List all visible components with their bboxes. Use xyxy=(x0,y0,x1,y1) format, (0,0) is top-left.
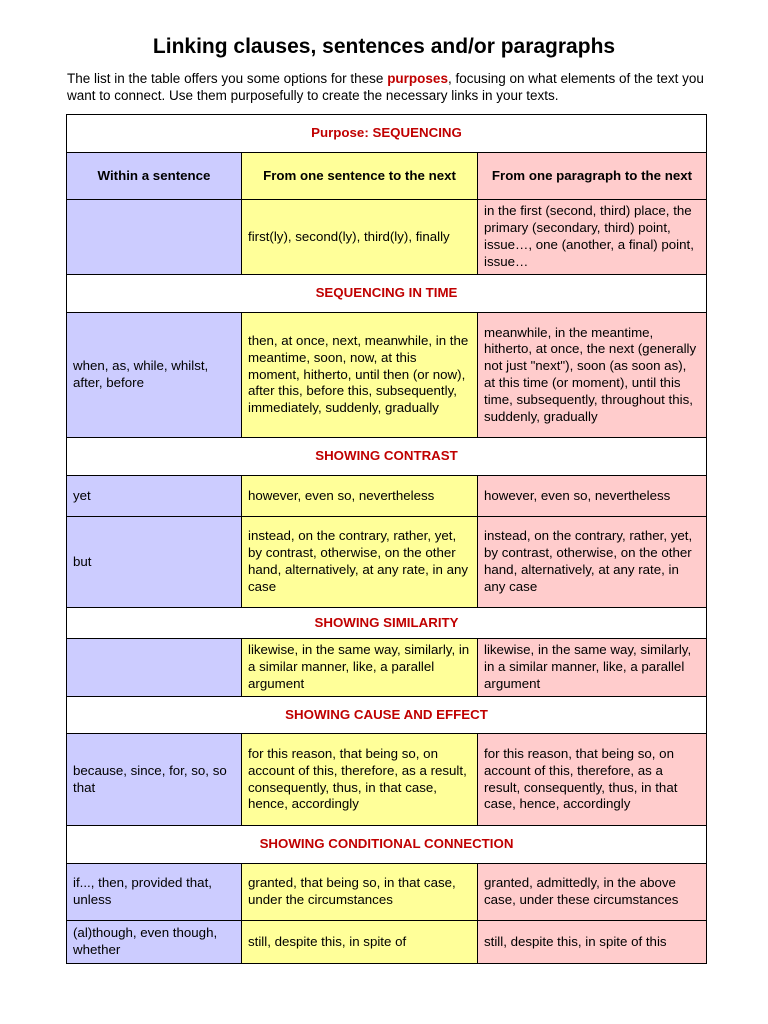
table-cell-sentence-to-next: likewise, in the same way, similarly, in a similar manner, like, a parallel argument xyxy=(242,639,478,697)
table-cell-paragraph-to-next: likewise, in the same way, similarly, in a similar manner, like, a parallel argument xyxy=(478,639,707,697)
table-cell-sentence-to-next: granted, that being so, in that case, under the circumstances xyxy=(242,864,478,921)
section-heading: SEQUENCING IN TIME xyxy=(67,275,707,313)
table-cell-paragraph-to-next: for this reason, that being so, on account of this, therefore, as a result, consequently, thus, in that case, hence, accordingly xyxy=(478,734,707,826)
table-row xyxy=(67,200,707,275)
section-heading-row xyxy=(67,438,707,476)
table-cell-sentence-to-next: instead, on the contrary, rather, yet, by contrast, otherwise, on the other hand, alternatively, at any rate, in any case xyxy=(242,517,478,608)
section-heading: SHOWING CONTRAST xyxy=(67,438,707,476)
table-cell-sentence-to-next: however, even so, nevertheless xyxy=(242,476,478,517)
table-cell-within-sentence: because, since, for, so, so that xyxy=(67,734,242,826)
section-heading-row xyxy=(67,697,707,734)
column-header-within-sentence: Within a sentence xyxy=(67,153,242,200)
table-cell-paragraph-to-next: however, even so, nevertheless xyxy=(478,476,707,517)
table-cell-paragraph-to-next: instead, on the contrary, rather, yet, by contrast, otherwise, on the other hand, alternatively, at any rate, in any case xyxy=(478,517,707,608)
page-title: Linking clauses, sentences and/or paragraphs xyxy=(152,35,616,58)
linking-words-table xyxy=(66,114,707,964)
table-row xyxy=(67,517,707,608)
section-heading: Purpose: SEQUENCING xyxy=(67,115,707,153)
table-cell-paragraph-to-next: granted, admittedly, in the above case, under these circumstances xyxy=(478,864,707,921)
column-header-row xyxy=(67,153,707,200)
table-row xyxy=(67,476,707,517)
section-heading-row xyxy=(67,115,707,153)
table-cell-paragraph-to-next: meanwhile, in the meantime, hitherto, at once, the next (generally not just "next"), soon (as soon as), at this time (or moment), until this time, subsequently, throughout this, suddenly, gradually xyxy=(478,313,707,438)
section-heading: SHOWING CONDITIONAL CONNECTION xyxy=(67,826,707,864)
column-header-paragraph-to-next: From one paragraph to the next xyxy=(478,153,707,200)
intro-after: , focusing on what elements of the text you want to connect. Use them purposefully to create the necessary links in your texts. xyxy=(67,71,704,103)
section-heading-row xyxy=(67,275,707,313)
table-cell-within-sentence xyxy=(67,639,242,697)
table-cell-within-sentence xyxy=(67,200,242,275)
table-row xyxy=(67,734,707,826)
table-cell-paragraph-to-next: still, despite this, in spite of this xyxy=(478,921,707,964)
table-cell-within-sentence: yet xyxy=(67,476,242,517)
table-cell-sentence-to-next: then, at once, next, meanwhile, in the meantime, soon, now, at this moment, hitherto, until then (or now), after this, before this, subsequently, immediately, suddenly, gradually xyxy=(242,313,478,438)
section-heading-row xyxy=(67,826,707,864)
column-header-sentence-to-next: From one sentence to the next xyxy=(242,153,478,200)
table-cell-sentence-to-next: still, despite this, in spite of xyxy=(242,921,478,964)
table-cell-within-sentence: when, as, while, whilst, after, before xyxy=(67,313,242,438)
table-row xyxy=(67,921,707,964)
table-cell-within-sentence: (al)though, even though, whether xyxy=(67,921,242,964)
table-row xyxy=(67,313,707,438)
table-row xyxy=(67,639,707,697)
table-cell-within-sentence: but xyxy=(67,517,242,608)
intro-text xyxy=(67,70,717,104)
table-cell-paragraph-to-next: in the first (second, third) place, the primary (secondary, third) point, issue…, one (another, a final) point, issue… xyxy=(478,200,707,275)
intro-highlight: purposes xyxy=(387,71,448,86)
table-cell-within-sentence: if..., then, provided that, unless xyxy=(67,864,242,921)
table-row xyxy=(67,864,707,921)
section-heading-row xyxy=(67,608,707,639)
table-cell-sentence-to-next: for this reason, that being so, on account of this, therefore, as a result, consequently, thus, in that case, hence, accordingly xyxy=(242,734,478,826)
table-cell-sentence-to-next: first(ly), second(ly), third(ly), finally xyxy=(242,200,478,275)
section-heading: SHOWING SIMILARITY xyxy=(67,608,707,639)
intro-before: The list in the table offers you some options for these xyxy=(67,71,388,86)
section-heading: SHOWING CAUSE AND EFFECT xyxy=(67,697,707,734)
